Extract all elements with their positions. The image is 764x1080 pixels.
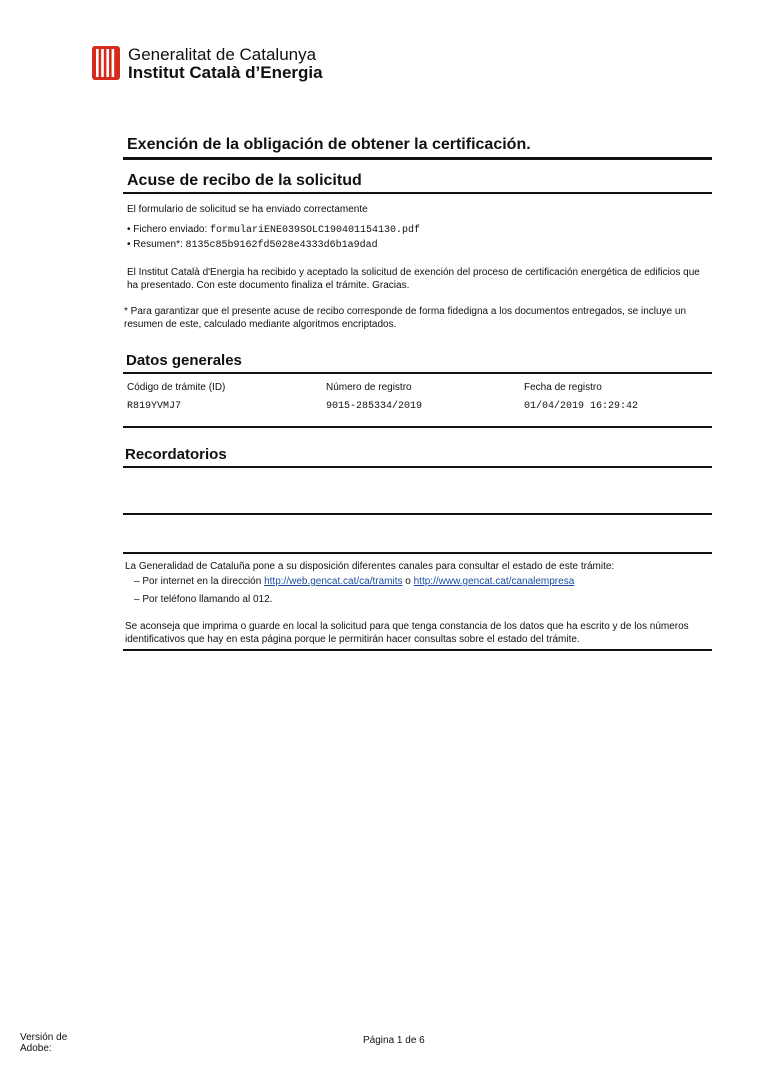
generalitat-logo-icon xyxy=(92,46,120,80)
summary-value: 8135c85b9162fd5028e4333d6b1a9dad xyxy=(185,240,378,251)
registry-date-value: 01/04/2019 16:29:42 xyxy=(524,401,639,412)
dash-icon: – xyxy=(134,594,140,605)
page-number: Página 1 de 6 xyxy=(363,1035,425,1046)
version-line2: Adobe: xyxy=(20,1043,52,1054)
bullet-icon: • xyxy=(127,224,131,235)
divider xyxy=(123,649,712,651)
acceptance-paragraph: El Institut Català d'Energia ha recibido y aceptado la solicitud de exención del proceso de certificación energética de edificios que ha presentado. Con este documento finaliza el trámite. Gracias. xyxy=(127,267,700,291)
advice-paragraph: Se aconseja que imprima o guarde en local la solicitud para que tenga constancia de los datos que ha escrito y de los números identificativos que hay en esta página porque le permitirán hacer consultas sobre el estado del trámite. xyxy=(125,621,689,645)
document-title: Exención de la obligación de obtener la certificación. xyxy=(127,136,531,153)
divider xyxy=(123,466,712,468)
divider xyxy=(123,157,712,160)
canalempresa-link[interactable]: http://www.gencat.cat/canalempresa xyxy=(413,576,575,587)
file-label: Fichero enviado: xyxy=(133,224,208,235)
file-sent-row xyxy=(127,223,420,237)
summary-label: Resumen*: xyxy=(133,239,183,250)
general-data-title: Datos generales xyxy=(126,352,242,369)
registry-number-label: Número de registro xyxy=(326,382,412,393)
ack-section-title: Acuse de recibo de la solicitud xyxy=(127,172,362,189)
org-name-line2: Institut Català d’Energia xyxy=(128,63,323,82)
procedure-code-value: R819YVMJ7 xyxy=(127,401,182,412)
tramits-link[interactable]: http://web.gencat.cat/ca/tramits xyxy=(264,576,403,587)
divider xyxy=(123,372,712,374)
reminders-title: Recordatorios xyxy=(125,446,227,463)
link-separator: o xyxy=(405,576,411,587)
phone-text: Por teléfono llamando al 012. xyxy=(142,594,273,605)
file-value: formulariENE039SOLC190401154130.pdf xyxy=(210,225,421,236)
summary-row xyxy=(127,238,378,252)
divider xyxy=(123,552,712,554)
divider xyxy=(123,513,712,515)
registry-date-label: Fecha de registro xyxy=(524,382,602,393)
bullet-icon: • xyxy=(127,239,131,250)
dash-icon: – xyxy=(134,576,140,587)
hash-note-paragraph: * Para garantizar que el presente acuse de recibo corresponde de forma fidedigna a los documentos entregados, se incluye un resumen de este, calculado mediante algoritmos encriptados. xyxy=(124,306,687,330)
version-line1: Versión de xyxy=(20,1032,68,1043)
org-name-line1: Generalitat de Catalunya xyxy=(128,45,317,64)
registry-number-value: 9015-285334/2019 xyxy=(326,401,423,412)
sent-confirmation: El formulario de solicitud se ha enviado correctamente xyxy=(127,204,368,215)
internet-prefix: Por internet en la dirección xyxy=(142,576,262,587)
internet-channel-row xyxy=(134,575,574,588)
divider xyxy=(123,426,712,428)
version-note xyxy=(20,1032,67,1054)
procedure-code-label: Código de trámite (ID) xyxy=(127,382,226,393)
channels-intro: La Generalidad de Cataluña pone a su disposición diferentes canales para consultar el estado de este trámite: xyxy=(125,561,615,572)
phone-channel-row xyxy=(134,593,272,606)
divider xyxy=(123,192,712,194)
